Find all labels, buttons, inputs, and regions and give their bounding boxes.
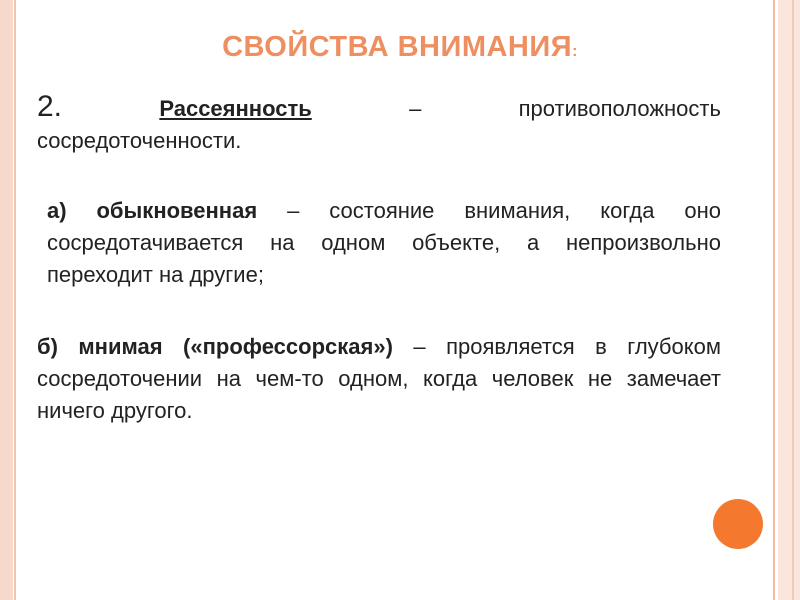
slide-title bbox=[0, 31, 800, 64]
item-definition-word1: противоположность bbox=[518, 96, 721, 121]
type-b-paragraph bbox=[37, 331, 721, 427]
left-border-band bbox=[0, 0, 13, 600]
item-dash: – bbox=[409, 96, 422, 121]
type-b-text: – проявляется в глубоком сосредоточении на чем-то одном, когда человек не замечает ничего другого. bbox=[37, 334, 721, 423]
right-border-line bbox=[773, 0, 775, 600]
slide-title-text: СВОЙСТВА ВНИМАНИЯ bbox=[222, 31, 573, 63]
left-border-line bbox=[14, 0, 16, 600]
item-definition bbox=[37, 91, 721, 157]
type-a-text: – состояние внимания, когда оно сосредотачивается на одном объекте, а непроизвольно переходит на другие; bbox=[47, 198, 721, 287]
right-border-band bbox=[778, 0, 800, 600]
slide-body bbox=[37, 91, 721, 427]
type-b-label: б) мнимая («профессорская») bbox=[37, 334, 393, 359]
item-term: Рассеянность bbox=[159, 96, 312, 121]
item-definition-word2: сосредоточенности. bbox=[37, 128, 242, 153]
decorative-circle bbox=[713, 499, 763, 549]
slide-title-colon: : bbox=[572, 43, 578, 60]
type-a-label: а) обыкновенная bbox=[47, 198, 258, 223]
item-definition-line bbox=[37, 91, 721, 125]
type-a-paragraph bbox=[37, 195, 721, 291]
right-border-inner-line bbox=[792, 0, 794, 600]
item-number: 2. bbox=[37, 90, 63, 123]
